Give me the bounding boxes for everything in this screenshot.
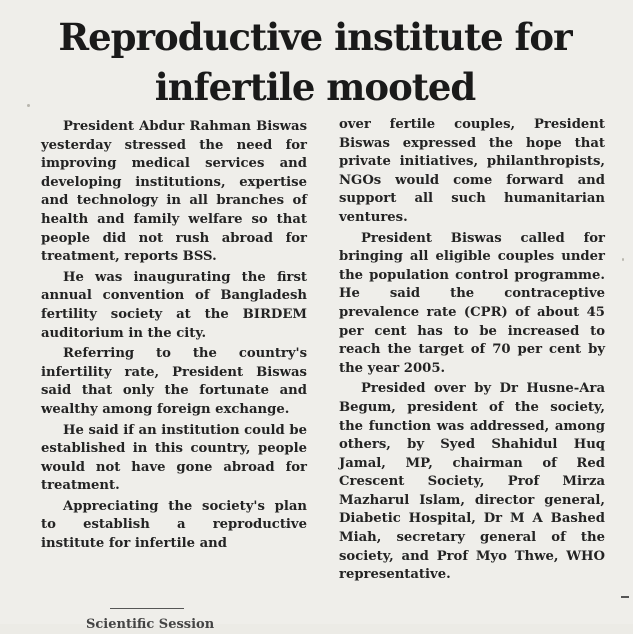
headline-line-1: Reproductive institute for bbox=[58, 15, 572, 59]
article-column-left bbox=[41, 118, 307, 556]
cutoff-subheading: Scientific Session bbox=[86, 617, 215, 632]
section-divider bbox=[110, 608, 184, 609]
paragraph: over fertile couples, President Biswas expressed the hope that private initiatives, philanthropists, NGOs would come forward and support all such humanitarian ventures. bbox=[339, 117, 605, 225]
print-speck bbox=[622, 258, 624, 261]
paragraph: He was inaugurating the first annual convention of Bangladesh fertility society at the BIRDEM auditorium in the city. bbox=[41, 269, 307, 341]
headline bbox=[20, 12, 610, 112]
paragraph: President Abdur Rahman Biswas yesterday stressed the need for improving medical services and developing institutions, expertise and technology in all branches of health and family welfare so that people did not rush abroad for treatment, reports BSS. bbox=[41, 119, 307, 265]
paragraph: Referring to the country's infertility rate, President Biswas said that only the fortunate and wealthy among foreign exchange. bbox=[41, 346, 307, 417]
paragraph: He said if an institution could be established in this country, people would not have gone abroad for treatment. bbox=[41, 422, 307, 494]
paragraph: Presided over by Dr Husne-Ara Begum, president of the society, the function was addressed, among others, by Syed Shahidul Huq Jamal, MP, chairman of Red Crescent Society, Prof Mirza Mazharul Islam, director general, Diabetic Hospital, Dr M A Bashed Miah, secretary general of the society, and Prof Myo Thwe, WHO representative. bbox=[339, 381, 605, 583]
paragraph: Appreciating the society's plan to establish a reproductive institute for infertile and bbox=[41, 498, 307, 552]
edge-mark bbox=[621, 596, 629, 598]
paragraph: President Biswas called for bringing all eligible couples under the population control programme. He said the contraceptive prevalence rate (CPR) of about 45 per cent has to be increased to reach the target of 70 per cent by the year 2005. bbox=[339, 230, 605, 376]
article-column-right bbox=[339, 116, 605, 587]
headline-line-2: infertile mooted bbox=[154, 65, 476, 109]
